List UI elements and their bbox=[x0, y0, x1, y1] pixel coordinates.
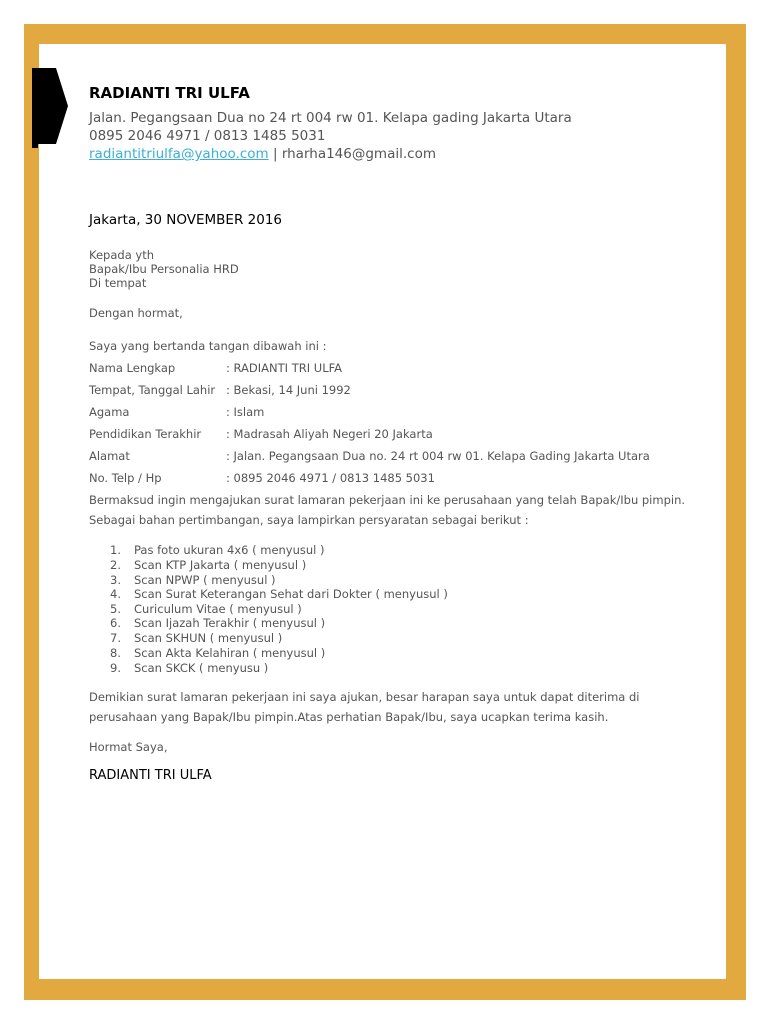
list-number: 5. bbox=[110, 602, 121, 616]
recipient-line-2: Bapak/Ibu Personalia HRD bbox=[89, 262, 239, 276]
list-number: 4. bbox=[110, 587, 121, 601]
body-line-1: Bermaksud ingin mengajukan surat lamaran pekerjaan ini ke perusahaan yang telah Bapak/Ibu pimpin. bbox=[89, 493, 686, 507]
field-value: : Jalan. Pegangsaan Dua no. 24 rt 004 rw 01. Kelapa Gading Jakarta Utara bbox=[226, 449, 650, 463]
email-secondary: rharha146@gmail.com bbox=[281, 146, 436, 162]
body-line-2: Sebagai bahan pertimbangan, saya lampirkan persyaratan sebagai berikut : bbox=[89, 513, 529, 527]
greeting: Dengan hormat, bbox=[89, 306, 183, 320]
closing-line-1: Demikian surat lamaran pekerjaan ini saya ajukan, besar harapan saya untuk dapat diterima di bbox=[89, 690, 640, 704]
list-number: 9. bbox=[110, 661, 121, 675]
list-item: Scan SKCK ( menyusu ) bbox=[134, 661, 269, 675]
list-number: 2. bbox=[110, 558, 121, 572]
list-number: 7. bbox=[110, 631, 121, 645]
signoff: Hormat Saya, bbox=[89, 740, 168, 754]
email-link[interactable]: radiantitriulfa@yahoo.com bbox=[89, 146, 269, 162]
field-value: : Bekasi, 14 Juni 1992 bbox=[226, 383, 351, 397]
list-item: Scan Akta Kelahiran ( menyusul ) bbox=[134, 646, 326, 660]
list-number: 8. bbox=[110, 646, 121, 660]
list-number: 1. bbox=[110, 543, 121, 557]
email-separator: | bbox=[268, 146, 282, 162]
intro-text: Saya yang bertanda tangan dibawah ini : bbox=[89, 339, 327, 353]
field-label: Nama Lengkap bbox=[89, 361, 176, 375]
ribbon-marker bbox=[32, 68, 68, 148]
list-number: 6. bbox=[110, 616, 121, 630]
list-item: Scan NPWP ( menyusul ) bbox=[134, 573, 276, 587]
recipient-line-3: Di tempat bbox=[89, 276, 147, 290]
list-item: Scan SKHUN ( menyusul ) bbox=[134, 631, 283, 645]
applicant-phones: 0895 2046 4971 / 0813 1485 5031 bbox=[89, 128, 326, 144]
list-item: Pas foto ukuran 4x6 ( menyusul ) bbox=[134, 543, 325, 557]
field-label: Alamat bbox=[89, 449, 130, 463]
list-item: Scan Surat Keterangan Sehat dari Dokter ( menyusul ) bbox=[134, 587, 448, 601]
list-item: Scan KTP Jakarta ( menyusul ) bbox=[134, 558, 307, 572]
applicant-emails bbox=[89, 146, 436, 162]
field-label: Tempat, Tanggal Lahir bbox=[89, 383, 216, 397]
letter-page bbox=[39, 44, 726, 979]
closing-line-2: perusahaan yang Bapak/Ibu pimpin.Atas perhatian Bapak/Ibu, saya ucapkan terima kasih. bbox=[89, 710, 609, 724]
list-item: Curiculum Vitae ( menyusul ) bbox=[134, 602, 302, 616]
applicant-address: Jalan. Pegangsaan Dua no 24 rt 004 rw 01. Kelapa gading Jakarta Utara bbox=[89, 110, 572, 126]
field-label: Agama bbox=[89, 405, 130, 419]
field-label: Pendidikan Terakhir bbox=[89, 427, 202, 441]
applicant-name-heading: RADIANTI TRI ULFA bbox=[89, 84, 250, 102]
field-label: No. Telp / Hp bbox=[89, 471, 162, 485]
date-line: Jakarta, 30 NOVEMBER 2016 bbox=[89, 212, 282, 228]
field-value: : RADIANTI TRI ULFA bbox=[226, 361, 343, 375]
field-value: : Islam bbox=[226, 405, 265, 419]
signer-name: RADIANTI TRI ULFA bbox=[89, 768, 212, 783]
field-value: : 0895 2046 4971 / 0813 1485 5031 bbox=[226, 471, 435, 485]
recipient-line-1: Kepada yth bbox=[89, 248, 154, 262]
list-item: Scan Ijazah Terakhir ( menyusul ) bbox=[134, 616, 326, 630]
field-value: : Madrasah Aliyah Negeri 20 Jakarta bbox=[226, 427, 433, 441]
list-number: 3. bbox=[110, 573, 121, 587]
